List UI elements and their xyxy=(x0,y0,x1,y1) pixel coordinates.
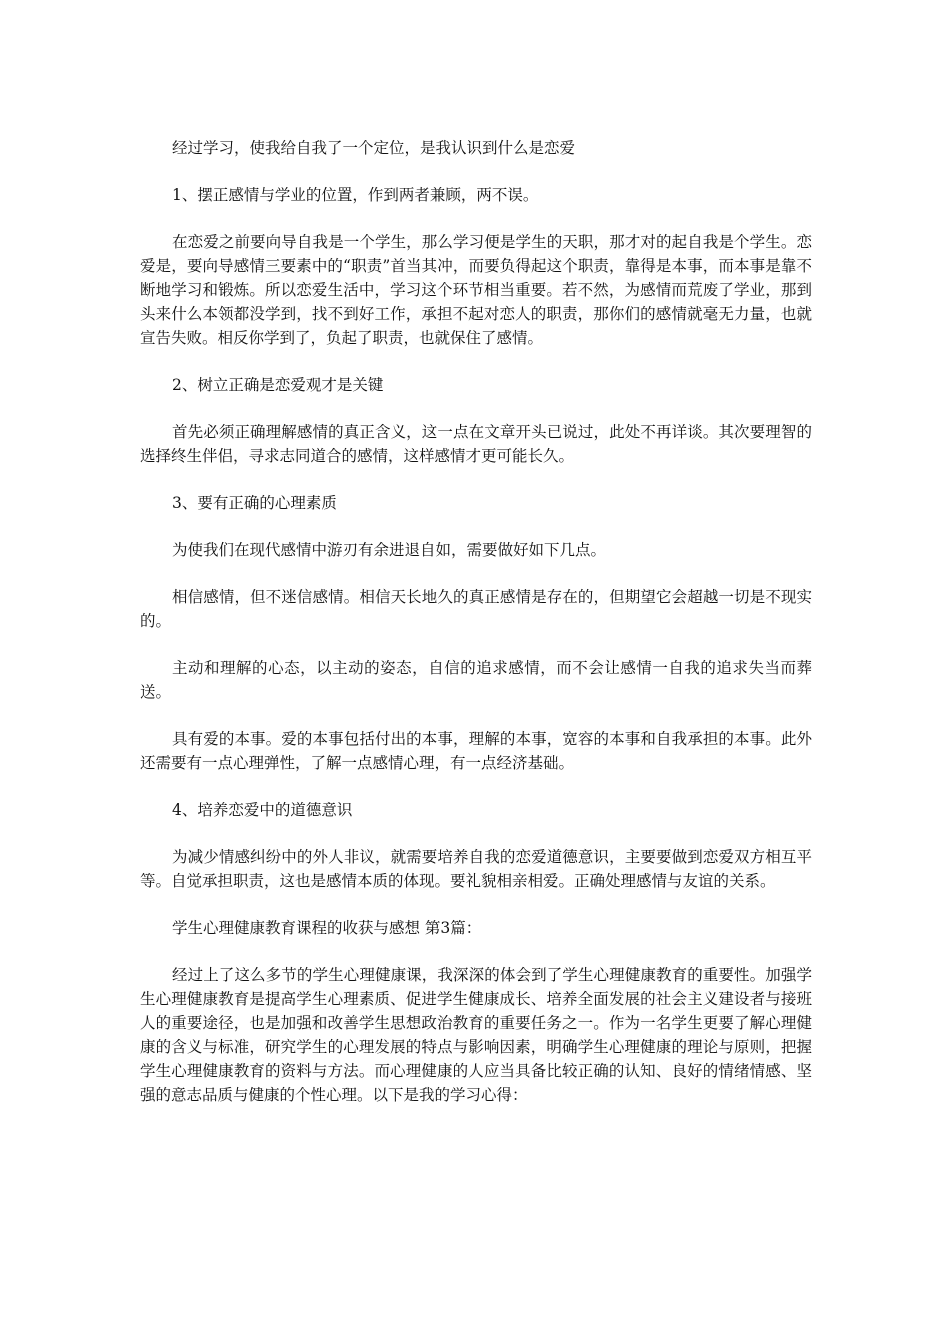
body-paragraph: 相信感情，但不迷信感情。相信天长地久的真正感情是存在的，但期望它会超越一切是不现实的。 xyxy=(140,588,812,630)
body-paragraph: 在恋爱之前要向导自我是一个学生，那么学习便是学生的天职，那才对的起自我是个学生。恋爱是，要向导感情三要素中的“职责”首当其冲，而要负得起这个职责，靠得是本事，而本事是靠不断地学习和锻炼。所以恋爱生活中，学习这个环节相当重要。若不然，为感情而荒废了学业，那到头来什么本领都没学到，找不到好工作，承担不起对恋人的职责，那你们的感情就毫无力量，也就宣告失败。相反你学到了，负起了职责，也就保住了感情。 xyxy=(140,233,812,347)
body-paragraph: 为减少情感纠纷中的外人非议，就需要培养自我的恋爱道德意识，主要要做到恋爱双方相互平等。自觉承担职责，这也是感情本质的体现。要礼貌相亲相爱。正确处理感情与友谊的关系。 xyxy=(140,848,812,890)
section-heading-2: 2、树立正确是恋爱观才是关键 xyxy=(172,376,384,394)
section-heading-3: 3、要有正确的心理素质 xyxy=(172,494,337,512)
body-paragraph: 具有爱的本事。爱的本事包括付出的本事，理解的本事，宽容的本事和自我承担的本事。此外还需要有一点心理弹性，了解一点感情心理，有一点经济基础。 xyxy=(140,730,812,772)
section-heading-1: 1、摆正感情与学业的位置，作到两者兼顾，两不误。 xyxy=(172,186,539,204)
body-paragraph: 为使我们在现代感情中游刃有余进退自如，需要做好如下几点。 xyxy=(172,541,607,559)
article-heading: 学生心理健康教育课程的收获与感想 第3篇： xyxy=(172,919,482,937)
body-paragraph: 首先必须正确理解感情的真正含义，这一点在文章开头已说过，此处不再详谈。其次要理智的选择终生伴侣，寻求志同道合的感情，这样感情才更可能长久。 xyxy=(140,423,812,465)
section-heading-4: 4、培养恋爱中的道德意识 xyxy=(172,801,353,819)
body-paragraph: 主动和理解的心态，以主动的姿态，自信的追求感情，而不会让感情一自我的追求失当而葬送。 xyxy=(140,659,812,701)
intro-paragraph: 经过学习，使我给自我了一个定位，是我认识到什么是恋爱 xyxy=(172,139,576,157)
body-paragraph: 经过上了这么多节的学生心理健康课，我深深的体会到了学生心理健康教育的重要性。加强学生心理健康教育是提高学生心理素质、促进学生健康成长、培养全面发展的社会主义建设者与接班人的重要途径，也是加强和改善学生思想政治教育的重要任务之一。作为一名学生更要了解心理健康的含义与标准，研究学生的心理发展的特点与影响因素，明确学生心理健康的理论与原则，把握学生心理健康教育的资料与方法。而心理健康的人应当具备比较正确的认知、良好的情绪情感、坚强的意志品质与健康的个性心理。以下是我的学习心得： xyxy=(140,966,812,1104)
document-body xyxy=(140,136,812,1130)
